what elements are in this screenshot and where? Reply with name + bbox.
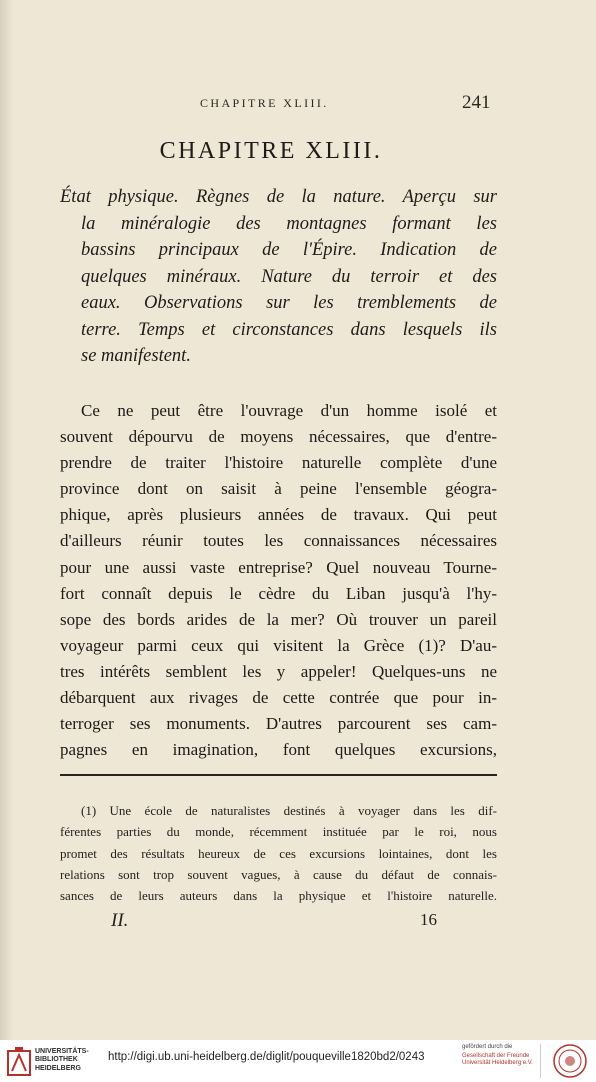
footer-divider [540, 1044, 541, 1078]
sponsor-name-line: Gesellschaft der Freunde [462, 1053, 530, 1059]
body-line: Ce ne peut être l'ouvrage d'un homme isolé et [81, 401, 497, 420]
body-line: phique, après plusieurs années de travaux. Qui peut [60, 505, 497, 525]
body-line: voyageur parmi ceux qui visitent la Grèce (1)? D'au- [60, 635, 497, 655]
signature-mark: II. [111, 910, 129, 931]
summary-line: eaux. Observations sur les tremblements de [81, 293, 497, 313]
body-line: pour une aussi vaste entreprise? Quel nouveau Tourne- [60, 557, 497, 577]
sheet-number: 16 [420, 910, 437, 929]
library-name-line: HEIDELBERG [35, 1064, 81, 1072]
body-line: prendre de traiter l'histoire naturelle complète d'une [60, 453, 497, 473]
summary-line: se manifestent. [81, 346, 191, 366]
footnote-rule [60, 774, 497, 776]
library-logo-icon[interactable] [6, 1045, 32, 1077]
library-name-line: BIBLIOTHEK [35, 1056, 78, 1064]
university-seal-icon [552, 1043, 588, 1079]
body-line: débarquent aux rivages de cette contrée que pour in- [60, 688, 497, 708]
viewer-footer [0, 1040, 596, 1082]
library-name[interactable] [35, 1048, 89, 1073]
sponsor-name-line: Universität Heidelberg e.V. [462, 1060, 533, 1066]
body-paragraph [60, 398, 497, 763]
footnote-line: promet des résultats heureux de ces excursions lointaines, dont les [60, 845, 497, 861]
running-head-title: CHAPITRE XLIII. [200, 96, 329, 110]
summary-line: bassins principaux de l'Épire. Indication de [81, 240, 497, 260]
summary-line: terre. Temps et circonstances dans lesquels ils [81, 319, 497, 340]
body-line: sope des bords arides de la mer? Où trouver un pareil [60, 609, 497, 629]
chapter-title: CHAPITRE XLIII. [159, 138, 383, 164]
summary-line: quelques minéraux. Nature du terroir et des [81, 266, 497, 287]
body-line: tres intérêts semblent les y appeler! Quelques-uns ne [60, 661, 497, 681]
permalink-url[interactable]: http://digi.ub.uni-heidelberg.de/diglit/pouqueville1820bd2/0243 [108, 1051, 425, 1063]
footnote-line: relations sont trop souvent vagues, à cause du défaut de connais- [60, 866, 497, 882]
summary-line: la minéralogie des montagnes formant les [81, 213, 497, 234]
body-line: terroger ses monuments. D'autres parcourent ses cam- [60, 714, 497, 734]
footnote-line: férentes parties du monde, récemment instituée par le roi, nous [60, 824, 497, 840]
body-line: souvent dépourvu de moyens nécessaires, que d'entre- [60, 427, 497, 447]
summary-line: État physique. Règnes de la nature. Aperçu sur [60, 187, 497, 207]
body-line: fort connaît depuis le cèdre du Liban jusqu'à l'hy- [60, 583, 497, 603]
footnote [60, 800, 497, 906]
footnote-line: (1) Une école de naturalistes destinés à voyager dans les dif- [81, 803, 497, 818]
running-head [0, 92, 596, 116]
library-name-line: UNIVERSITÄTS- [35, 1048, 89, 1055]
sponsor-name[interactable] [462, 1053, 533, 1067]
body-line: d'ailleurs réunir toutes les connaissances nécessaires [60, 531, 497, 551]
page-number: 241 [462, 92, 491, 113]
footnote-line: sances de leurs auteurs dans la physique et l'histoire naturelle. [60, 888, 497, 904]
body-line: pagnes en imagination, font quelques excursions, [60, 740, 497, 760]
body-line: province dont on saisit à peine l'ensemble géogra- [60, 479, 497, 499]
chapter-summary [60, 184, 497, 370]
sponsor-note: gefördert durch die [462, 1044, 513, 1050]
